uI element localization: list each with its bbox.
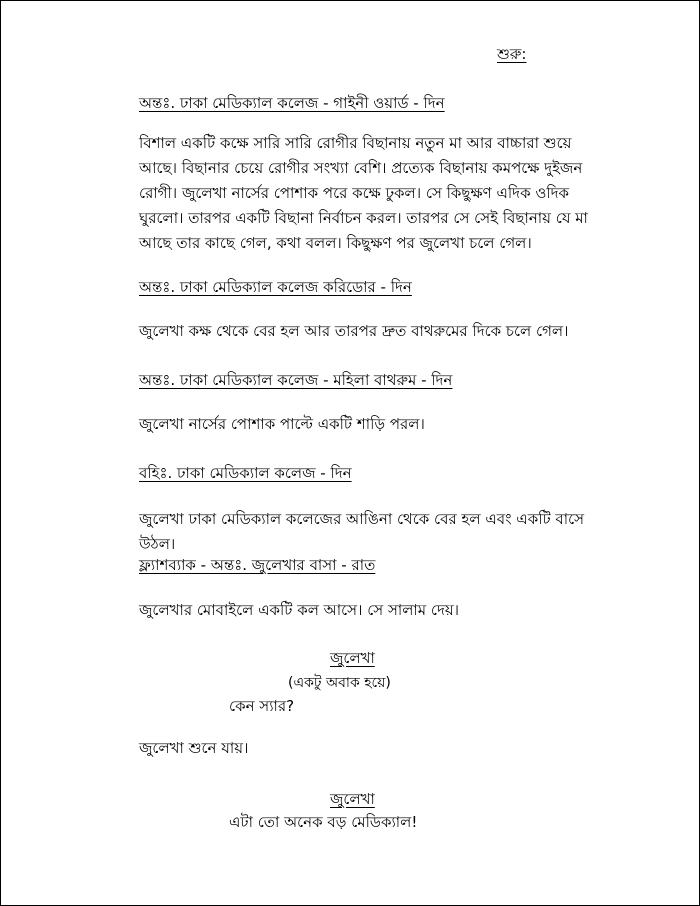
scene-action: জুলেখা নার্সের পোশাক পাল্টে একটি শাড়ি পরল। (139, 415, 425, 433)
scene-heading: অন্তঃ. ঢাকা মেডিক্যাল কলেজ - গাইনী ওয়ার্ড - দিন (139, 94, 445, 112)
scene-heading: অন্তঃ. ঢাকা মেডিক্যাল কলেজ - মহিলা বাথরুম - দিন (139, 371, 453, 389)
scene-heading: বহিঃ. ঢাকা মেডিক্যাল কলেজ - দিন (139, 464, 352, 482)
character-name: জুলেখা (330, 790, 375, 808)
scene-action: জুলেখা শুনে যায়। (139, 739, 249, 757)
dialogue-line: কেন স্যার? (229, 697, 295, 715)
scene-action: বিশাল একটি কক্ষে সারি সারি রোগীর বিছানায় নতুন মা আর বাচ্চারা শুয়ে আছে। বিছানার চেয়ে রোগীর সংখ্যা বেশি। প্রত্যেক বিছানায় কমপক্ষে দুইজন রোগী। জুলেখা নার্সের পোশাক পরে কক্ষে ঢুকল। সে কিছুক্ষণ এদিক ওদিক ঘুরলো। তারপর একটি বিছানা নির্বাচন করল। তারপর সে সেই বিছানায় যে মা আছে তার কাছে গেল, কথা বলল। কিছুক্ষণ পর জুলেখা চলে গেল। (139, 134, 588, 252)
scene-heading: অন্তঃ. ঢাকা মেডিক্যাল কলেজ করিডোর - দিন (139, 278, 412, 296)
dialogue-line: এটা তো অনেক বড় মেডিক্যাল! (229, 813, 418, 831)
scene-action: জুলেখা ঢাকা মেডিক্যাল কলেজের আঙিনা থেকে বের হল এবং একটি বাসে উঠল। (139, 510, 585, 553)
scene-action: জুলেখার মোবাইলে একটি কল আসে। সে সালাম দেয়। (139, 601, 460, 619)
start-label: শুরু: (497, 45, 527, 63)
scene-heading: ফ্ল্যাশব্যাক - অন্তঃ. জুলেখার বাসা - রাত (139, 556, 376, 574)
parenthetical: (একটু অবাক হয়ে) (288, 675, 391, 691)
character-name: জুলেখা (330, 649, 375, 667)
scene-action: জুলেখা কক্ষ থেকে বের হল আর তারপর দ্রুত বাথরুমের দিকে চলে গেল। (139, 322, 569, 340)
